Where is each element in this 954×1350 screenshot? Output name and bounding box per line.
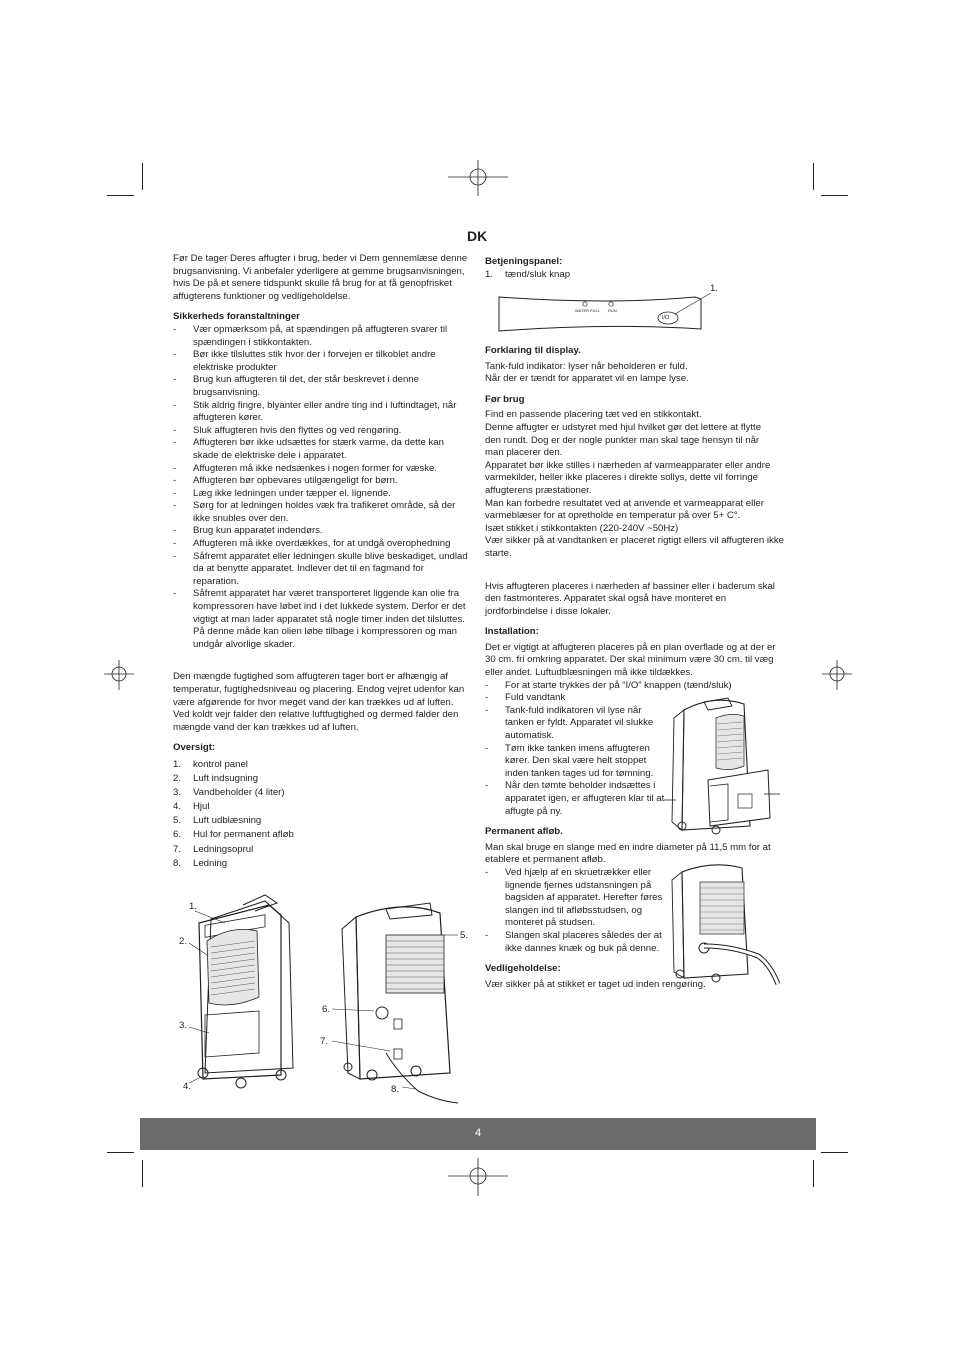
power-button[interactable]: I/O	[662, 315, 670, 321]
before-line: Vær sikker på at vandtanken er placeret rigtigt ellers vil affugteren ikke starte.	[485, 535, 784, 559]
page-number: 4	[474, 1127, 482, 1139]
install-item: - Tank-fuld indikatoren vil lyse når tanken er fyldt. Apparatet vil slukke automatisk.	[485, 705, 665, 743]
registration-mark-right	[822, 656, 854, 696]
overview-heading: Oversigt:	[173, 742, 216, 754]
safety-item: - Stik aldrig fingre, blyanter eller andre ting ind i luftindtaget, når affugteren kører.	[173, 400, 471, 425]
safety-item: - Bør ikke tilsluttes stik hvor der i forvejen er tilkoblet andre elektriske produkter	[173, 349, 471, 374]
panel-heading: Betjeningspanel:	[485, 256, 563, 267]
overview-item: 6. Hul for permanent afløb	[173, 829, 294, 841]
control-panel-figure	[489, 283, 729, 343]
safety-heading: Sikkerheds foranstaltninger	[173, 311, 300, 323]
figure-label: 3.	[179, 1020, 188, 1031]
safety-item: - Brug kun apparatet indendørs.	[173, 525, 471, 538]
footer-bar	[140, 1118, 816, 1150]
pool-text: Hvis affugteren placeres i nærheden af bassiner eller i baderum skal den fastmonteres. Apparatet skal også have monteret en jordforbindelse i disse lokaler.	[485, 580, 775, 617]
install-item: - Tøm ikke tanken imens affugteren kører. Den skal være helt stoppet inden tanken tages ud for tømning.	[485, 743, 665, 781]
overview-item: 4. Hjul	[173, 801, 210, 813]
figure-label: 2.	[179, 936, 188, 947]
panel-list	[485, 269, 785, 282]
overview-item: 5. Luft udblæsning	[173, 815, 262, 827]
install-item: - Når den tømte beholder indsættes i apparatet igen, er affugteren klar til at affugte på ny.	[485, 780, 670, 818]
figure-label: 1.	[189, 901, 198, 912]
overview-item: 2. Luft indsugning	[173, 773, 259, 785]
overview-item: 8. Ledning	[173, 857, 228, 869]
drain-item: - Slangen skal placeres således der at ikke dannes knæk og buk på denne.	[485, 930, 665, 955]
panel-callout: 1.	[710, 283, 719, 294]
language-tag: DK	[467, 228, 488, 244]
maintenance-text: Vær sikker på at stikket er taget ud inden rengøring.	[485, 978, 706, 990]
before-line: Isæt stikket i stikkontakten (220-240V ~50Hz)	[485, 522, 679, 534]
figure-label: 8.	[391, 1084, 400, 1095]
registration-mark-bottom	[448, 1158, 508, 1198]
registration-mark-left	[104, 656, 136, 696]
humidity-text: Den mængde fugtighed som affugteren tager bort er afhængig af temperatur, fugtighedsniveau og placering. Endog vejret udenfor kan være afgørende for hvor meget vand der kan trækkes ud af luften. Ved koldt vejr falder den relative luftfugtighed og dermed falder den mængde vand der kan trækkes ud af luften.	[173, 671, 465, 733]
safety-item: - Sluk affugteren hvis den flyttes og ved rengøring.	[173, 425, 471, 438]
safety-item: - Læg ikke ledningen under tæpper el. lignende.	[173, 488, 471, 501]
safety-list	[173, 324, 471, 651]
safety-item: - Sørg for at ledningen holdes væk fra trafikeret område, så der ikke snubles over den.	[173, 500, 471, 525]
overview-list	[173, 758, 471, 871]
drain-text: Man skal bruge en slange med en indre diameter på 11,5 mm for at etablere et permanent afløb.	[485, 841, 771, 866]
safety-item: - Såfremt apparatet har været transporteret liggende kan olie fra kompressoren have løbet ind i det lukkede system. Derfor er det vigtigt at man lader apparatet stå nogle timer inden det tilsluttes. På denne måde kan olien løbe tilbage i kompressoren og man undgår alvorlige skader.	[173, 588, 471, 651]
right-column-top	[485, 256, 785, 281]
safety-item: - Affugteren må ikke overdækkes, for at undgå overophedning	[173, 538, 471, 551]
safety-item: - Brug kun affugteren til det, der står beskrevet i denne brugsanvisning.	[173, 374, 471, 399]
display-text: Tank-fuld indikator: lyser når beholderen er fuld. Når der er tændt for apparatet vil en lampe lyse.	[485, 360, 689, 385]
intro-text: Før De tager Deres affugter i brug, beder vi Dem gennemlæse denne brugsanvisning. Vi anbefaler yderligere at gemme brugsanvisningen, hvis De på et senere tidspunkt skulle få brug for at få genopfrisket affugterens funktioner og vedligeholdelse.	[173, 253, 468, 302]
safety-item: - Såfremt apparatet eller ledningen skulle blive beskadiget, undlad da at benytte apparatet. Indlever det til en fagmand for reparation.	[173, 551, 471, 589]
figure-label: 7.	[320, 1036, 329, 1047]
left-column	[173, 253, 471, 871]
safety-item: - Affugteren må ikke nedsænkes i nogen former for væske.	[173, 463, 471, 476]
run-indicator: RUN	[608, 308, 617, 313]
figure-label: 6.	[322, 1004, 331, 1015]
safety-item: - Affugteren bør opbevares utilgængeligt for børn.	[173, 475, 471, 488]
tank-removal-figure	[664, 690, 784, 840]
overview-item: 7. Ledningsoprul	[173, 843, 254, 855]
dehumidifier-back-figure	[318, 895, 468, 1110]
install-text: Det er vigtigt at affugteren placeres på en plan overflade og at der er 30 cm. fri omkring apparatet. Der skal minimum være 30 cm. til væg eller andet. Luftudblæsningen må ikke tildækkes.	[485, 641, 776, 679]
safety-item: - Vær opmærksom på, at spændingen på affugteren svarer til spændingen i stikkontakten.	[173, 324, 471, 349]
before-line: Man kan forbedre resultatet ved at anvende et varmeapparat eller varmeblæser for at opretholde en temperatur på over 5+ C°.	[485, 497, 764, 522]
overview-item: 3. Vandbeholder (4 liter)	[173, 787, 285, 799]
before-line: Apparatet bør ikke stilles i nærheden af varmeapparater eller andre varmekilder, heller ikke placeres i direkte sollys, dette vil forringe affugterens præstationer.	[485, 459, 771, 496]
drain-heading: Permanent afløb.	[485, 826, 563, 838]
display-heading: Forklaring til display.	[485, 345, 581, 356]
safety-item: - Affugteren bør ikke udsættes for stærk varme, da dette kan skade de elektriske dele i apparatet.	[173, 437, 471, 462]
maintenance-heading: Vedligeholdelse:	[485, 963, 561, 975]
overview-item: 1. kontrol panel	[173, 758, 248, 770]
drain-hose-figure	[662, 860, 787, 990]
install-item: - Fuld vandtank	[485, 692, 785, 705]
figure-label: 4.	[183, 1081, 192, 1092]
install-heading: Installation:	[485, 626, 539, 638]
registration-mark-top	[448, 160, 508, 200]
water-full-indicator: WATER FULL	[575, 308, 600, 313]
before-line: Find en passende placering tæt ved en stikkontakt.	[485, 409, 702, 421]
panel-item: 1. tænd/sluk knap	[485, 268, 571, 280]
install-item: - For at starte trykkes der på “I/O” knappen (tænd/sluk)	[485, 680, 785, 693]
figure-label: 5.	[460, 930, 469, 941]
drain-item: - Ved hjælp af en skruetrækker eller lignende fjernes udstansningen på bagsiden af apparatet. Herefter føres slangen ind til afløbsstudsen, og monteret på studsen.	[485, 867, 665, 930]
before-heading: Før brug	[485, 393, 525, 405]
before-line: Denne affugter er udstyret med hjul hvilket gør det lettere at flytte den rundt. Dog er der nogle punkter man skal tage hensyn til når man placerer den.	[485, 421, 762, 459]
dehumidifier-front-figure	[173, 893, 303, 1093]
